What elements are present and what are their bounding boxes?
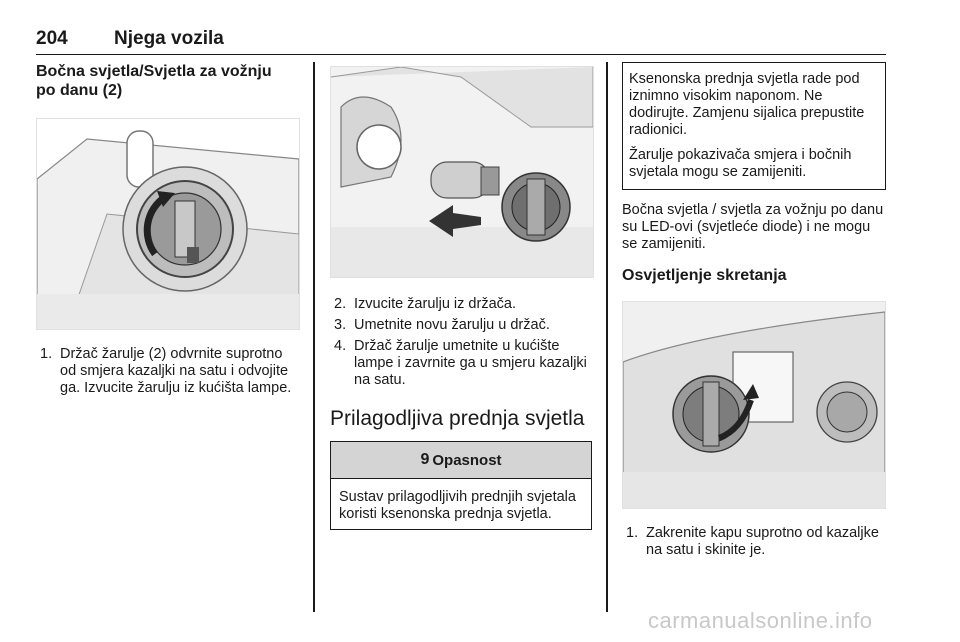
sub-section-title: Osvjetljenje skretanja (622, 267, 787, 284)
warning-triangle-icon: 9 (420, 451, 430, 468)
section-title: Prilagodljiva prednja svjetla (330, 407, 585, 430)
column-divider (313, 62, 315, 612)
warning-text: Sustav prilagodljivih prednjih svjetala koristi ksenonska prednja svjetla. (339, 489, 576, 522)
list-item: 1. Zakrenite kapu suprotno od kazaljke na satu i skinite je. (626, 525, 879, 558)
bulb-removal-illustration (331, 67, 593, 277)
list-item: 3. Umetnite novu žarulju u držač. (334, 317, 550, 333)
steps-list (622, 525, 886, 559)
cornering-light-illustration (623, 302, 885, 508)
steps-list (36, 346, 298, 397)
section-title: Bočna svjetla/Svjetla za vožnju po danu (2) (36, 63, 272, 99)
column-2 (330, 62, 592, 530)
figure-bulb-removal (330, 66, 594, 278)
figure-bulb-holder (36, 118, 300, 330)
list-item: 2. Izvucite žarulju iz držača. (334, 296, 516, 312)
chapter-title: Njega vozila (114, 28, 224, 49)
figure-cornering-light (622, 301, 886, 509)
body-paragraph: Bočna svjetla / svjetla za vožnju po danu su LED-ovi (svjetleće diode) i ne mogu se zamijeniti. (622, 202, 884, 252)
page-header (36, 28, 886, 55)
note-paragraph: Ksenonska prednja svjetla rade pod iznimno visokim naponom. Ne dodirujte. Zamjenu sijalica prepustite radionici. (629, 71, 865, 138)
warning-heading: 9 Opasnost (331, 442, 591, 479)
note-paragraph: Žarulje pokazivača smjera i bočnih svjetala mogu se zamijeniti. (629, 147, 852, 180)
warning-box (330, 441, 592, 530)
page-number: 204 (36, 28, 68, 49)
column-1 (36, 62, 298, 401)
list-item: 4. Držač žarulje umetnite u kućište lampe i zavrnite ga u smjeru kazaljki na satu. (334, 338, 587, 388)
column-3 (622, 62, 886, 563)
watermark: carmanualsonline.info (648, 608, 873, 633)
bulb-holder-illustration (37, 119, 299, 329)
warning-continuation-box (622, 62, 886, 190)
steps-list (330, 296, 592, 389)
list-item: 1. Držač žarulje (2) odvrnite suprotno od smjera kazaljki na satu i odvojite ga. Izvucite žarulju iz kućišta lampe. (40, 346, 292, 396)
column-divider (606, 62, 608, 612)
